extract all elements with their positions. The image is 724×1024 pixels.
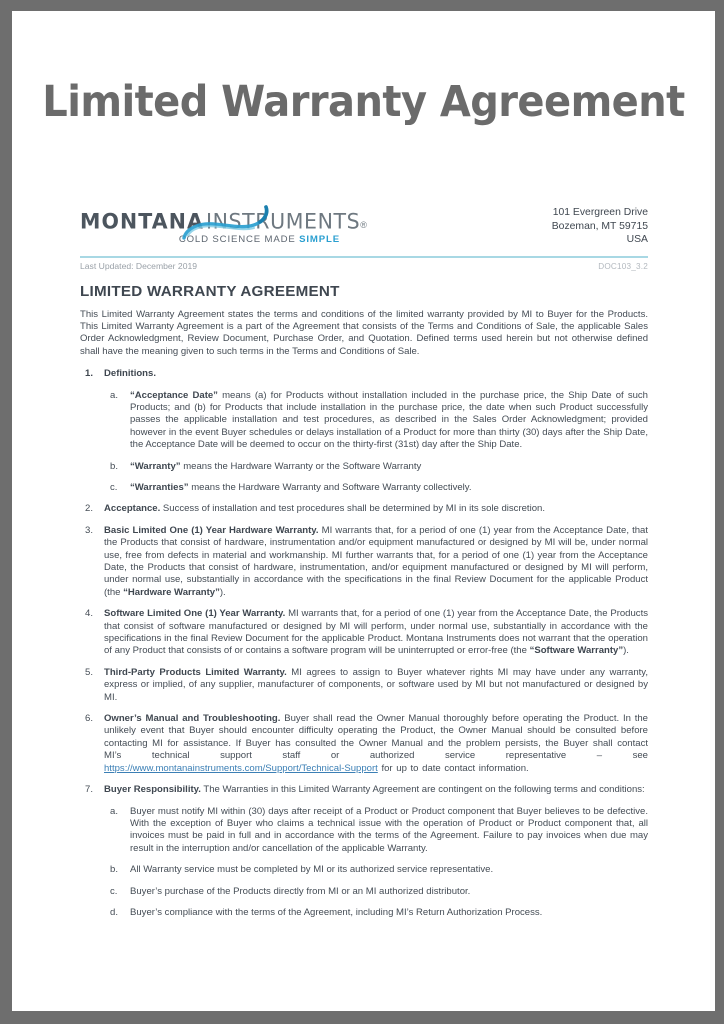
clause-1a-body: means (a) for Products without installation included in the purchase price, the Ship Date of such Products; and (b) for Products that include installation in the purchase price, the date when such Product successfully passes the applicable installation and test procedures, as described in the Sales Order Acknowledgment; provided however in the event Buyer schedules or delays installation of a Product for more than thirty (30) days after the Ship Date, the Acceptance Date will be deemed to occur on the thirty-first (31st) day after the Ship Date.: [130, 389, 648, 451]
registered-mark-icon: ®: [360, 220, 367, 230]
clause-1: [80, 368, 648, 494]
clause-3-lead: Basic Limited One (1) Year Hardware Warranty.: [104, 524, 319, 536]
logo-tagline-prefix: COLD SCIENCE MADE: [178, 234, 300, 245]
page-title: Limited Warranty Agreement: [42, 77, 685, 127]
clause-1b: [104, 461, 648, 473]
address-line-city: Bozeman, MT 59715: [551, 220, 648, 232]
document-page: [12, 11, 715, 1011]
clause-1-title: Definitions.: [104, 368, 156, 380]
clause-7-lead: Buyer Responsibility.: [104, 784, 201, 796]
clause-1b-body: means the Hardware Warranty or the Software Warranty: [180, 460, 422, 472]
logo-wordmark: [80, 208, 367, 234]
clause-1c: [104, 482, 648, 494]
clause-2: [80, 503, 648, 515]
doc-code-text: DOC103_3.2: [598, 261, 648, 271]
clause-3-body-2: ).: [219, 586, 226, 598]
clause-4: [80, 608, 648, 658]
document-meta: [80, 261, 648, 271]
clause-1-sublist: [104, 390, 648, 495]
clause-7-body: The Warranties in this Limited Warranty Agreement are contingent on the following terms and conditions:: [200, 784, 645, 796]
document-sheet: [80, 204, 648, 919]
last-updated-text: Last Updated: December 2019: [80, 260, 198, 271]
clause-7: [80, 784, 648, 919]
document-heading: LIMITED WARRANTY AGREEMENT: [80, 282, 340, 300]
clause-3-body-1: MI warrants that, for a period of one (1) year from the Acceptance Date, that the Products that consist of hardware, instrumentation and/or equipment manufactured or designed by MI will be, under normal use, free from defects in material and workmanship. MI further warrants that, for a period of one (1) year from the Acceptance Date, the Products that consist of hardware, instrumentation, and/or equipment manufactured or designed by MI will perform, under normal use, substantially in accordance with the specifications in the final Review Document for the applicable Product (the: [104, 524, 648, 598]
logo-tagline: [80, 234, 342, 245]
clause-7c: Buyer’s purchase of the Products directly from MI or an MI authorized distributor.: [130, 885, 471, 897]
address-line-street: 101 Evergreen Drive: [552, 207, 648, 218]
logo-word-montana: MONTANA: [80, 208, 204, 234]
clause-list: [80, 368, 648, 919]
clause-4-term: “Software Warranty”: [529, 645, 624, 657]
address-line-country: USA: [626, 234, 648, 245]
clause-7a: Buyer must notify MI within (30) days after receipt of a Product or Product component that Buyer believes to be defective. With the exception of Buyer who claims a technical issue with the operation of Product or Product component that, all invoices must be paid in full and in accordance with the terms of the Agreement. Failure to pay invoices when due may result in the interruption and/or cancellation of the applicable Warranty.: [130, 805, 648, 854]
clause-1c-term: “Warranties”: [130, 481, 189, 493]
clause-2-lead: Acceptance.: [104, 503, 161, 515]
letterhead: [80, 204, 648, 247]
clause-6-lead: Owner’s Manual and Troubleshooting.: [104, 713, 281, 725]
clause-4-lead: Software Limited One (1) Year Warranty.: [104, 608, 286, 620]
clause-4-body-2: ).: [623, 645, 629, 657]
clause-1c-body: means the Hardware Warranty and Software Warranty collectively.: [188, 481, 472, 493]
logo-word-instruments: INSTRUMENTS: [205, 208, 361, 234]
clause-5-lead: Third-Party Products Limited Warranty.: [104, 666, 287, 678]
clause-1a-term: “Acceptance Date”: [130, 389, 218, 401]
clause-5: [80, 667, 648, 704]
company-logo: [80, 204, 367, 245]
company-address: [552, 204, 648, 247]
intro-paragraph: This Limited Warranty Agreement states the terms and conditions of the limited warranty provided by MI to Buyer for the Products. This Limited Warranty Agreement is a part of the Agreement that consists of the Terms and Conditions of Sale, the applicable Sales Order Acknowledgment, Review Document, Purchase Order, and Quotation. Defined terms used herein but not otherwise defined shall have the meaning given to such terms in the Terms and Conditions of Sale.: [80, 308, 648, 357]
clause-7b: All Warranty service must be completed by MI or its authorized service representative.: [130, 864, 494, 876]
clause-3-term: “Hardware Warranty”: [123, 586, 220, 598]
clause-2-body: Success of installation and test procedures shall be determined by MI in its sole discretion.: [160, 503, 545, 515]
clause-5-body: MI agrees to assign to Buyer whatever rights MI may have under any warranty, express or implied, of any supplier, manufacturer of components, or software used by MI but not manufactured or designed by MI.: [104, 666, 648, 703]
clause-1b-term: “Warranty”: [130, 460, 181, 472]
clause-1a: [104, 390, 648, 452]
logo-tagline-accent: SIMPLE: [299, 234, 340, 245]
clause-6: [80, 713, 648, 775]
header-divider: [80, 256, 648, 258]
clause-4-body-1: MI warrants that, for a period of one (1) year from the Acceptance Date, the Products that consist of software manufactured or designed by MI will perform, under normal use, substantially in accordance with the specifications in the final Review Document for the applicable Product. Montana Instruments does not warrant that the operation of any Product that consists of or contains a software program will be uninterrupted or error-free (the: [104, 608, 648, 657]
clause-6-body-1: Buyer shall read the Owner Manual thoroughly before operating the Product. In the unlikely event that Buyer should encounter difficulty operating the Product, the Owner Manual should be consulted before contacting MI for assistance. If Buyer has consulted the Owner Manual and the problem persists, the Buyer shall contact MI’s technical support staff or authorized service representative – see: [104, 713, 648, 762]
clause-6-body-2: for up to date contact information.: [377, 762, 529, 774]
clause-3: [80, 525, 648, 599]
clause-7d: Buyer’s compliance with the terms of the Agreement, including MI’s Return Authorization Process.: [130, 906, 543, 918]
technical-support-link[interactable]: https://www.montanainstruments.com/Support/Technical-Support: [104, 762, 378, 774]
clause-7-sublist: [104, 806, 648, 920]
